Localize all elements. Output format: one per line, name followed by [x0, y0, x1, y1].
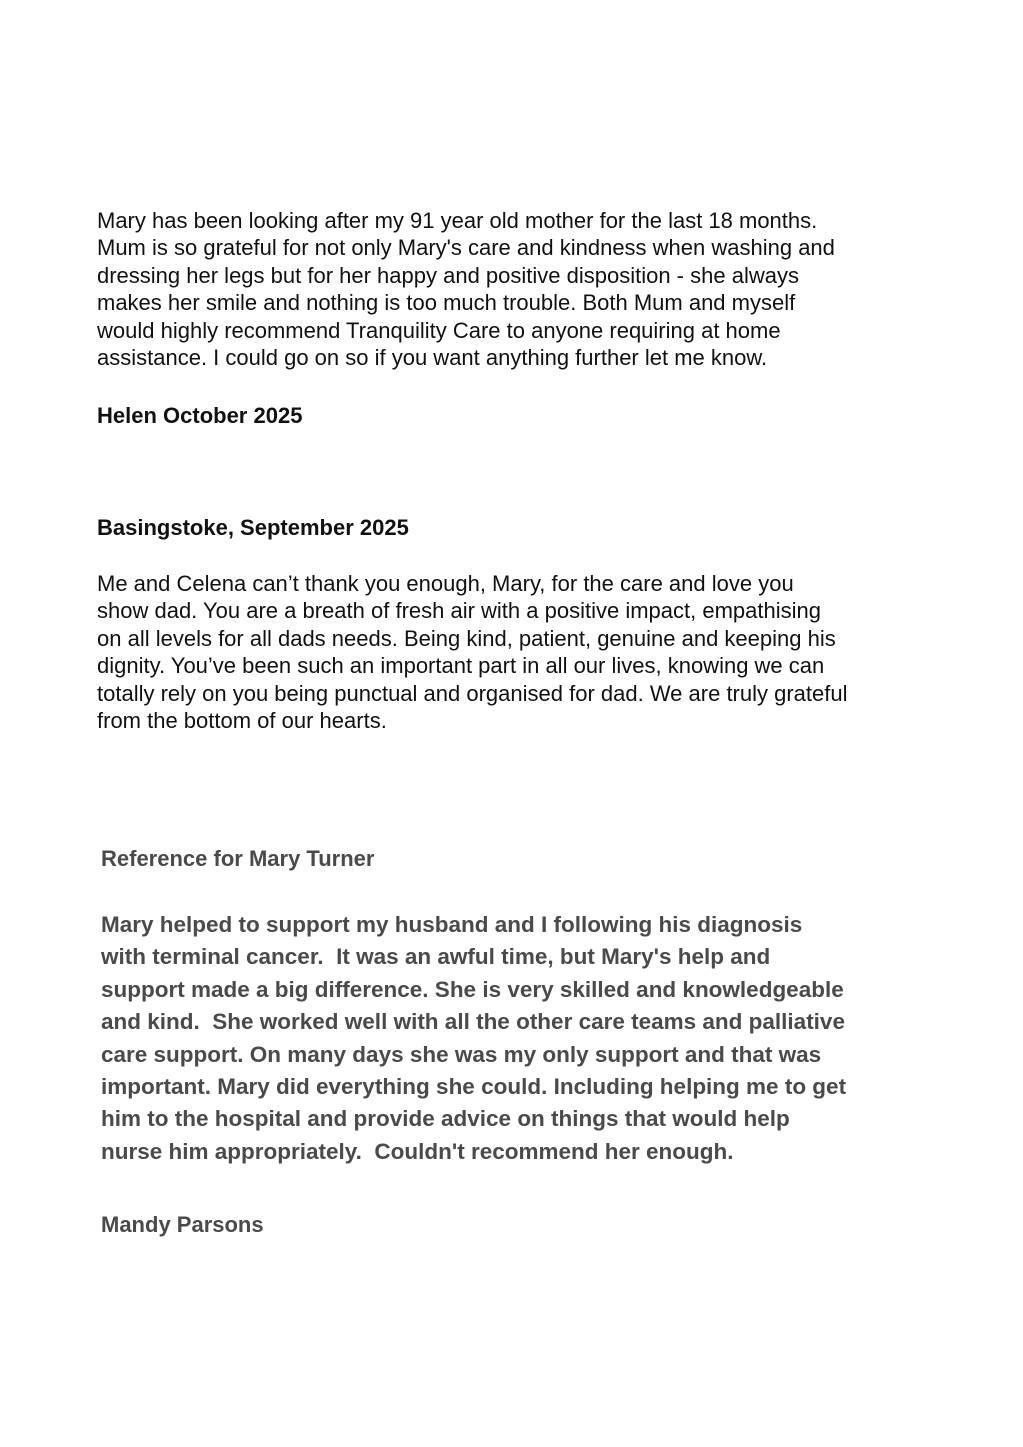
text-line: Mary has been looking after my 91 year old mother for the last 18 months.: [97, 208, 818, 233]
text-line: with terminal cancer. It was an awful time, but Mary's help and: [101, 944, 771, 970]
text-line: dignity. You’ve been such an important part in all our lives, knowing we can: [97, 653, 825, 679]
testimonial-helen-body: [97, 207, 835, 371]
text-line: dressing her legs but for her happy and positive disposition - she always: [97, 262, 799, 288]
text-line: show dad. You are a breath of fresh air with a positive impact, empathising: [97, 598, 821, 624]
text-line: totally rely on you being punctual and organised for dad. We are truly grateful: [97, 680, 848, 706]
text-line: important. Mary did everything she could. Including helping me to get: [101, 1074, 847, 1100]
testimonial-helen-signature: Helen October 2025: [97, 403, 303, 428]
text-line: nurse him appropriately. Couldn't recommend her enough.: [101, 1138, 734, 1164]
text-line: him to the hospital and provide advice on things that would help: [101, 1106, 790, 1132]
text-line: from the bottom of our hearts.: [97, 708, 387, 734]
text-line: on all levels for all dads needs. Being kind, patient, genuine and keeping his: [97, 625, 836, 651]
text-line: Me and Celena can’t thank you enough, Mary, for the care and love you: [97, 571, 794, 596]
text-line: Mary helped to support my husband and I following his diagnosis: [101, 912, 803, 937]
reference-signature: Mandy Parsons: [101, 1212, 264, 1237]
text-line: support made a big difference. She is very skilled and knowledgeable: [101, 976, 844, 1002]
text-line: makes her smile and nothing is too much trouble. Both Mum and myself: [97, 290, 796, 316]
testimonial-basingstoke-heading: Basingstoke, September 2025: [97, 515, 409, 540]
text-line: Mum is so grateful for not only Mary's care and kindness when washing and: [97, 235, 835, 261]
text-line: care support. On many days she was my only support and that was: [101, 1041, 822, 1067]
reference-heading: Reference for Mary Turner: [101, 846, 375, 871]
text-line: and kind. She worked well with all the other care teams and palliative: [101, 1009, 845, 1035]
reference-body: [101, 909, 846, 1168]
text-line: assistance. I could go on so if you want anything further let me know.: [97, 345, 768, 371]
testimonial-basingstoke-body: [97, 570, 848, 734]
text-line: would highly recommend Tranquility Care to anyone requiring at home: [97, 317, 781, 343]
